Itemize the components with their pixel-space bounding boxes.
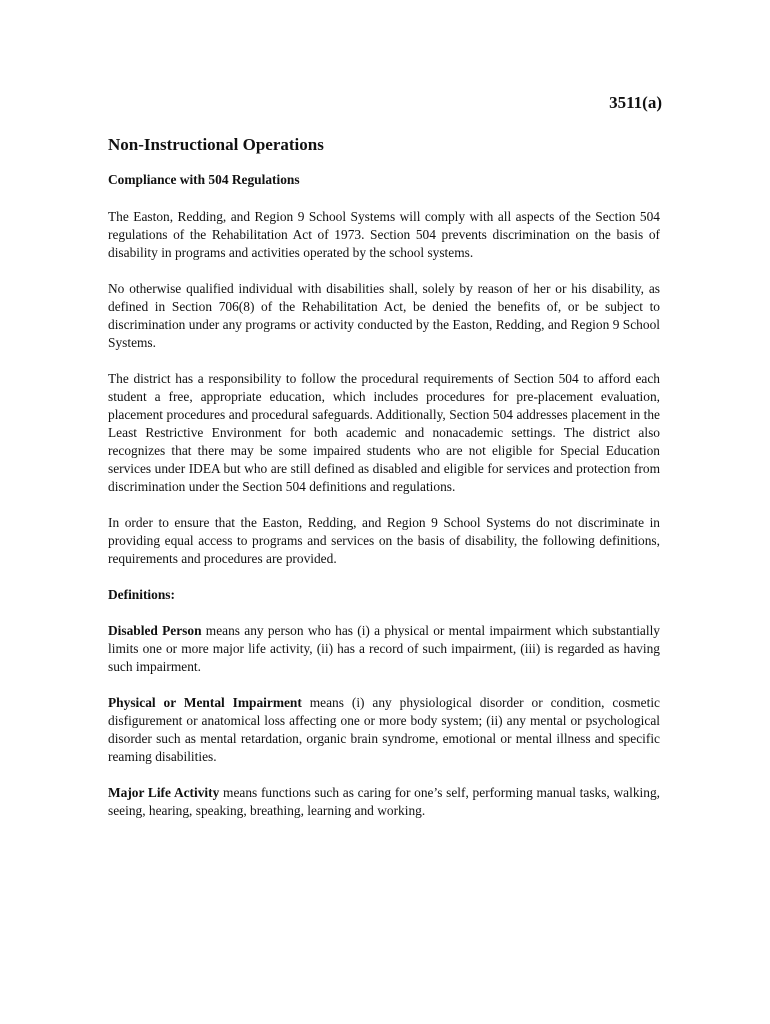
paragraph-compliance: The Easton, Redding, and Region 9 School Systems will comply with all aspects of the Section 504 regulations of the Rehabilitation Act of 1973. Section 504 prevents discrimination on the basis of disability in programs and activities operated by the school systems. bbox=[108, 209, 660, 260]
document-subtitle: Compliance with 504 Regulations bbox=[108, 172, 300, 187]
paragraph-equal-access: In order to ensure that the Easton, Redding, and Region 9 School Systems do not discriminate in providing equal access to programs and services on the basis of disability, the following definitions, requirements and procedures are provided. bbox=[108, 515, 660, 566]
definition-disabled-person bbox=[108, 622, 660, 676]
paragraph-nondiscrimination: No otherwise qualified individual with disabilities shall, solely by reason of her or his disability, as defined in Section 706(8) of the Rehabilitation Act, be denied the benefits of, or be subject to discrimination under any programs or activity conducted by the Easton, Redding, and Region 9 School Systems. bbox=[108, 281, 660, 350]
definition-term: Major Life Activity bbox=[108, 785, 220, 800]
paragraph-procedural-requirements: The district has a responsibility to follow the procedural requirements of Section 504 to afford each student a free, appropriate education, which includes procedures for pre-placement evaluation, placement procedures and procedural safeguards. Additionally, Section 504 addresses placement in the Least Restrictive Environment for both academic and nonacademic settings. The district also recognizes that there may be some impaired students who are not eligible for Special Education services under IDEA but who are still defined as disabled and eligible for services and protection from discrimination under the Section 504 definitions and regulations. bbox=[108, 371, 660, 494]
policy-number: 3511(a) bbox=[609, 93, 662, 112]
document-body bbox=[108, 134, 660, 838]
definition-major-life-activity bbox=[108, 784, 660, 820]
definition-physical-mental-impairment bbox=[108, 694, 660, 766]
definition-term: Disabled Person bbox=[108, 623, 202, 638]
definition-text: means any person who has (i) a physical or mental impairment which substantially limits one or more major life activity, (ii) has a record of such impairment, (iii) is regarded as having such impairment. bbox=[108, 623, 661, 674]
definition-term: Physical or Mental Impairment bbox=[108, 695, 302, 710]
document-title: Non-Instructional Operations bbox=[108, 135, 324, 154]
definition-text: means (i) any physiological disorder or condition, cosmetic disfigurement or anatomical loss affecting one or more body system; (ii) any mental or psychological disorder such as mental retardation, organic brain syndrome, emotional or mental illness and specific reaming disabilities. bbox=[108, 695, 660, 764]
definition-text: means functions such as caring for one’s self, performing manual tasks, walking, seeing, hearing, speaking, breathing, learning and working. bbox=[108, 785, 660, 818]
definitions-heading: Definitions: bbox=[108, 587, 175, 602]
